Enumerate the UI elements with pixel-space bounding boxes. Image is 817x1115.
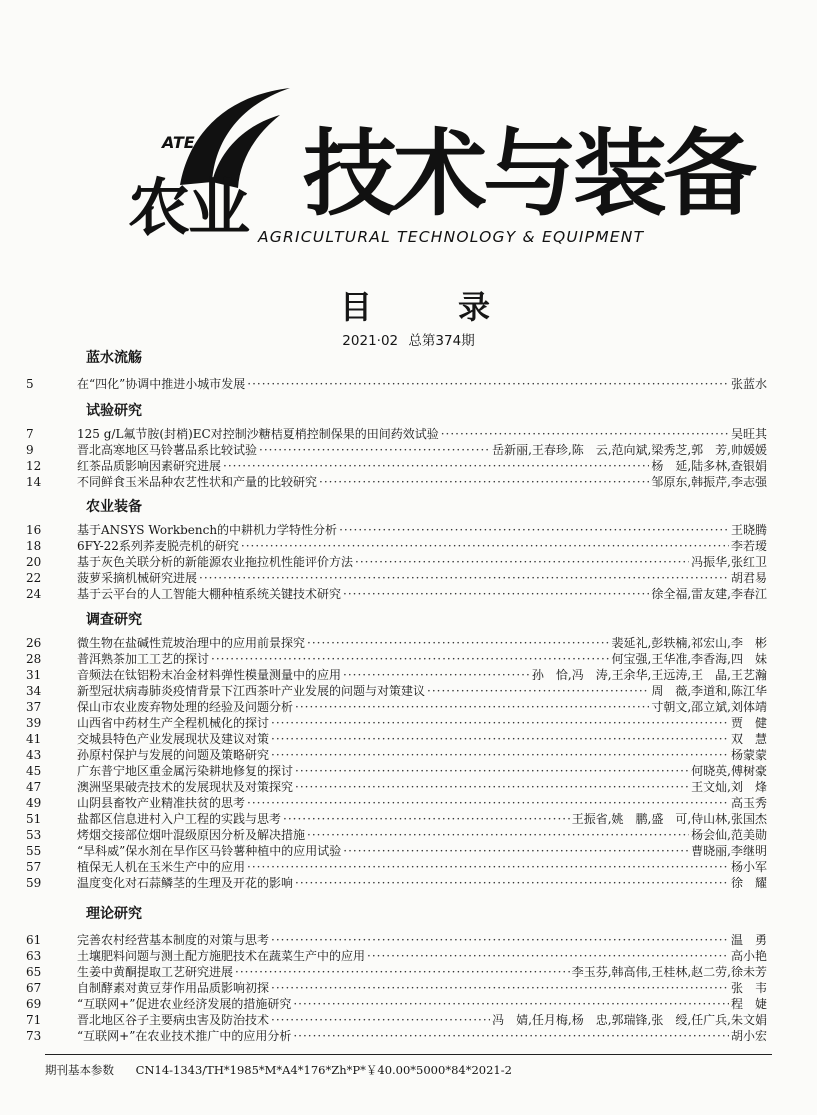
entry-page: 5 [26,377,34,391]
entry-authors: 杨会仙,范美勋 [691,828,767,842]
entry-authors: 徐全福,雷友建,李春江 [651,587,767,601]
toc-entry[interactable] [0,699,817,715]
entry-authors: 高小艳 [730,949,767,963]
entry-page: 34 [26,684,42,698]
leader-dots [343,667,530,683]
leader-dots [247,795,729,811]
toc-entry[interactable] [0,747,817,763]
entry-title: 基于灰色关联分析的新能源农业拖拉机性能评价方法 [77,555,354,569]
leader-dots [295,779,689,795]
masthead-subtitle-en: AGRICULTURAL TECHNOLOGY & EQUIPMENT [258,228,645,246]
toc-entry[interactable] [0,635,817,651]
entry-authors: 杨 延,陆多林,查银娟 [651,459,767,473]
entry-page: 71 [26,1013,42,1027]
entry-authors: 贾 健 [730,716,767,730]
footer-divider [45,1054,772,1055]
toc-entry[interactable] [0,1028,817,1044]
footer-label: 期刊基本参数 [45,1063,114,1077]
entry-title: 温度变化对石蒜鳞茎的生理及开花的影响 [77,876,294,890]
entry-page: 18 [26,539,42,553]
entry-authors: 吴旺其 [730,427,767,441]
entry-title: 广东普宁地区重金属污染耕地修复的探讨 [77,764,294,778]
entry-authors: 何宝强,王华准,李香海,四 妹 [611,652,767,666]
entry-title: 基于云平台的人工智能大棚种植系统关键技术研究 [77,587,342,601]
entry-title: 新型冠状病毒肺炎疫情背景下江西茶叶产业发展的问题与对策建议 [77,684,426,698]
toc-entry[interactable] [0,932,817,948]
leader-dots [307,827,689,843]
entry-title: 山阴县畜牧产业精准扶贫的思考 [77,796,246,810]
entry-title: 澳洲坚果破壳技术的发展现状及对策探究 [77,780,294,794]
leader-dots [247,376,729,392]
leader-dots [293,1028,729,1044]
entry-page: 63 [26,949,42,963]
entry-title: 不同鲜食玉米品种农艺性状和产量的比较研究 [77,475,318,489]
masthead-title-right: 技术与装备 [303,120,754,229]
entry-page: 41 [26,732,42,746]
toc-entry[interactable] [0,811,817,827]
toc-entry[interactable] [0,731,817,747]
toc-entry[interactable] [0,538,817,554]
entry-authors: 温 勇 [730,933,767,947]
leader-dots [259,442,490,458]
entry-authors: 周 薇,李道和,陈江华 [651,684,767,698]
entry-title: 植保无人机在玉米生产中的应用 [77,860,246,874]
entry-page: 53 [26,828,42,842]
footer [45,1062,512,1078]
entry-authors: 杨小军 [730,860,767,874]
entry-page: 14 [26,475,42,489]
leader-dots [295,763,689,779]
entry-authors: 张蓝水 [730,377,767,391]
entry-page: 69 [26,997,42,1011]
toc-entry[interactable] [0,376,817,392]
entry-page: 20 [26,555,42,569]
section-heading: 理论研究 [86,906,142,922]
entry-page: 65 [26,965,42,979]
entry-page: 51 [26,812,42,826]
toc-entry[interactable] [0,570,817,586]
leader-dots [295,699,649,715]
toc-heading [340,282,490,328]
toc-entry[interactable] [0,996,817,1012]
toc-entry[interactable] [0,715,817,731]
entry-authors: 胡小宏 [730,1029,767,1043]
section-heading: 农业装备 [86,499,142,515]
masthead-title-left: 农业 [128,171,249,244]
leader-dots [235,964,570,980]
section-heading: 试验研究 [86,403,142,419]
entry-title: 菠萝采摘机械研究进展 [77,571,198,585]
leader-dots [427,683,649,699]
entry-title: 晋北高寒地区马铃薯品系比较试验 [77,443,258,457]
leader-dots [319,474,649,490]
entry-authors: 裴延礼,彭轶楠,祁宏山,李 彬 [611,636,767,650]
toc-entry[interactable] [0,426,817,442]
toc-entry[interactable] [0,667,817,683]
entry-authors: 王晓腾 [730,523,767,537]
entry-authors: 徐 耀 [730,876,767,890]
leader-dots [293,996,729,1012]
entry-title: 山西省中药材生产全程机械化的探讨 [77,716,270,730]
entry-authors: 张 韦 [730,981,767,995]
entry-page: 55 [26,844,42,858]
entry-title: 自制酵素对黄豆芽作用品质影响初探 [77,981,270,995]
entry-page: 26 [26,636,42,650]
entry-page: 16 [26,523,42,537]
toc-entry[interactable] [0,948,817,964]
leader-dots [283,811,570,827]
toc-entry[interactable] [0,522,817,538]
toc-entry[interactable] [0,827,817,843]
leader-dots [271,980,729,996]
leader-dots [271,1012,490,1028]
entry-page: 22 [26,571,42,585]
toc-heading-char-1: 目 [340,288,373,326]
toc-entry[interactable] [0,651,817,667]
entry-authors: 邹原东,韩振芹,李志强 [651,475,767,489]
entry-title: 交城县特色产业发展现状及建议对策 [77,732,270,746]
entry-title: 红茶品质影响因素研究进展 [77,459,222,473]
entry-title: 盐都区信息进村入户工程的实践与思考 [77,812,282,826]
leader-dots [271,715,729,731]
issue-info [0,329,817,349]
toc-entry[interactable] [0,763,817,779]
entry-title: “旱科威”保水剂在旱作区马铃薯种植中的应用试验 [77,844,342,858]
entry-title: 基于ANSYS Workbench的中耕机力学特性分析 [77,523,338,537]
entry-title: 6FY-22系列荞麦脱壳机的研究 [77,539,239,553]
toc-entry[interactable] [0,442,817,458]
entry-page: 9 [26,443,34,457]
logo-mark-text: ATE [162,133,195,152]
leader-dots [211,651,610,667]
entry-title: 125 g/L氟节胺(封梢)EC对控制沙糖桔夏梢控制保果的田间药效试验 [77,427,439,441]
entry-title: 音频法在钛铝粉末冶金材料弹性模量测量中的应用 [77,668,342,682]
entry-title: 保山市农业废弃物处理的经验及问题分析 [77,700,294,714]
entry-title: 孙原村保护与发展的问题及策略研究 [77,748,270,762]
entry-authors: 双 慧 [730,732,767,746]
leader-dots [343,843,689,859]
entry-authors: 杨蒙蒙 [730,748,767,762]
leader-dots [199,570,729,586]
entry-authors: 何晓英,傅树豪 [691,764,767,778]
leader-dots [343,586,649,602]
entry-authors: 王振省,姚 鹏,盛 可,侍山林,张国杰 [571,812,767,826]
entry-page: 37 [26,700,42,714]
entry-page: 12 [26,459,42,473]
entry-page: 45 [26,764,42,778]
toc-entry[interactable] [0,859,817,875]
entry-page: 31 [26,668,42,682]
toc-entry[interactable] [0,779,817,795]
entry-title: 晋北地区谷子主要病虫害及防治技术 [77,1013,270,1027]
entry-page: 57 [26,860,42,874]
issue-date: 2021·02 [342,333,399,349]
entry-title: 普洱熟茶加工工艺的探讨 [77,652,210,666]
toc-entry[interactable] [0,1012,817,1028]
entry-page: 24 [26,587,42,601]
entry-title: 完善农村经营基本制度的对策与思考 [77,933,270,947]
entry-title: 在“四化”协调中推进小城市发展 [77,377,246,391]
entry-title: 生姜中黄酮提取工艺研究进展 [77,965,234,979]
entry-page: 47 [26,780,42,794]
entry-title: 土壤肥料问题与测土配方施肥技术在蔬菜生产中的应用 [77,949,366,963]
entry-page: 59 [26,876,42,890]
entry-page: 28 [26,652,42,666]
entry-authors: 胡君易 [730,571,767,585]
entry-title: “互联网+”在农业技术推广中的应用分析 [77,1029,292,1043]
entry-page: 39 [26,716,42,730]
leader-dots [295,875,729,891]
section-heading: 蓝水流觞 [86,350,142,366]
entry-title: 微生物在盐碱性荒坡治理中的应用前景探究 [77,636,306,650]
leader-dots [339,522,729,538]
entry-authors: 高玉秀 [730,796,767,810]
issue-total: 总第374期 [408,333,475,349]
toc-entry[interactable] [0,795,817,811]
toc-entry[interactable] [0,586,817,602]
leader-dots [367,948,729,964]
leader-dots [241,538,729,554]
entry-page: 49 [26,796,42,810]
toc-entry[interactable] [0,554,817,570]
toc-entry[interactable] [0,980,817,996]
entry-authors: 程 婕 [730,997,767,1011]
leader-dots [441,426,729,442]
entry-authors: 寸朝文,邵立斌,刘体靖 [651,700,767,714]
entry-page: 67 [26,981,42,995]
entry-page: 7 [26,427,34,441]
toc-entry[interactable] [0,474,817,490]
entry-page: 61 [26,933,42,947]
entry-authors: 李玉芬,韩高伟,王桂林,赵二劳,徐未芳 [571,965,767,979]
toc-entry[interactable] [0,458,817,474]
toc-entry[interactable] [0,683,817,699]
leader-dots [271,731,729,747]
leader-dots [223,458,649,474]
section-heading: 调查研究 [86,612,142,628]
entry-authors: 冯振华,张红卫 [691,555,767,569]
toc-entry[interactable] [0,875,817,891]
entry-title: “互联网+”促进农业经济发展的措施研究 [77,997,292,1011]
entry-page: 73 [26,1029,42,1043]
entry-authors: 冯 婧,任月梅,杨 忠,郭瑞锋,张 绶,任广兵,朱文娟 [492,1013,767,1027]
toc-heading-char-2: 录 [457,288,490,326]
toc-entry[interactable] [0,964,817,980]
entry-page: 43 [26,748,42,762]
footer-params: CN14-1343/TH*1985*M*A4*176*Zh*P*￥40.00*5000*84*2021-2 [135,1063,512,1077]
entry-title: 烤烟交接部位烟叶混级原因分析及解决措施 [77,828,306,842]
leader-dots [307,635,610,651]
entry-authors: 岳新丽,王春珍,陈 云,范向斌,梁秀芝,郭 芳,帅媛媛 [492,443,767,457]
entry-authors: 孙 恰,冯 涛,王余华,王远涛,王 晶,王艺瀚 [531,668,767,682]
entry-authors: 李若瑷 [730,539,767,553]
entry-authors: 王文灿,刘 烽 [691,780,767,794]
leader-dots [271,747,729,763]
leader-dots [355,554,689,570]
leader-dots [247,859,729,875]
leader-dots [271,932,729,948]
toc-entry[interactable] [0,843,817,859]
entry-authors: 曹晓丽,李继明 [691,844,767,858]
